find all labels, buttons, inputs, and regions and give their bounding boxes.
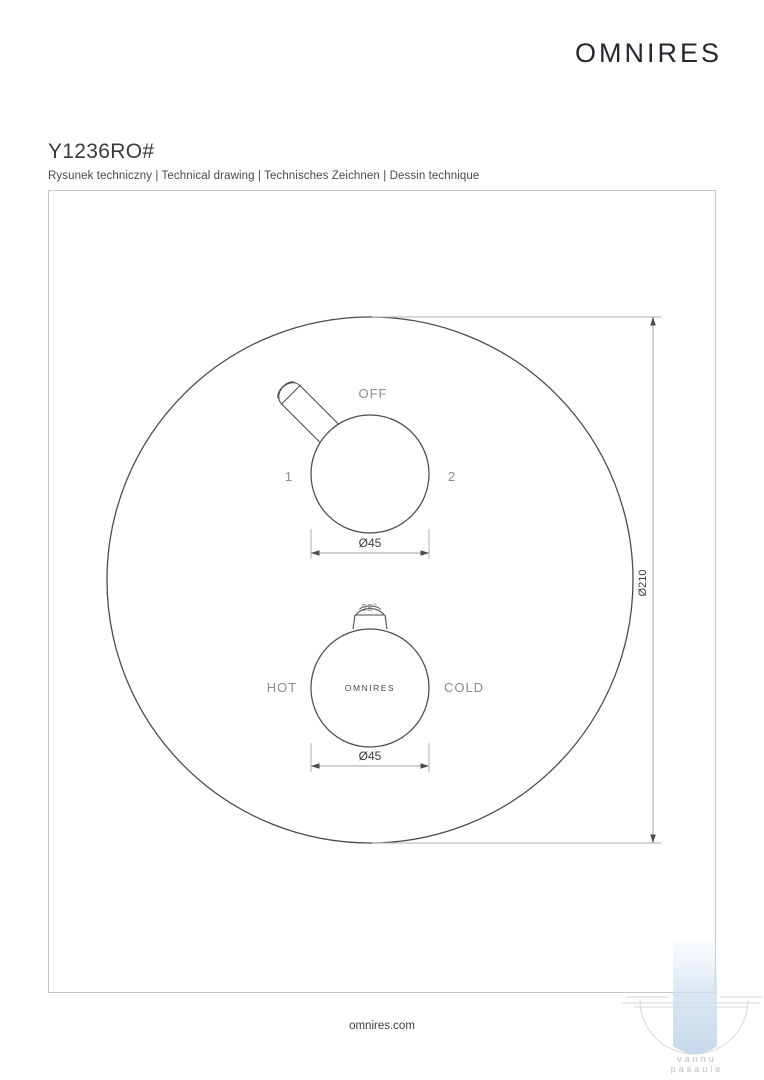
header	[48, 140, 648, 182]
hot-label: HOT	[266, 680, 298, 695]
drawing-frame	[48, 190, 716, 993]
position-2-label: 2	[447, 469, 457, 484]
selector-diameter-label: Ø45	[358, 536, 382, 550]
thermostat-diameter-label: Ø45	[358, 749, 382, 763]
faceplate-dimension	[372, 317, 661, 843]
watermark-line1: vannu	[677, 1054, 717, 1064]
off-label: OFF	[358, 386, 388, 401]
cold-label: COLD	[443, 680, 485, 695]
product-code: Y1236RO#	[48, 140, 155, 163]
subtitle: Rysunek techniczny | Technical drawing | Technisches Zeichnen | Dessin technique	[48, 170, 480, 182]
faceplate-diameter-label: Ø210	[637, 569, 649, 597]
selector-dial-circle	[311, 415, 429, 533]
thermostat-dial	[267, 602, 484, 772]
footer-website: omnires.com	[349, 1020, 415, 1032]
watermark-text	[590, 1054, 764, 1074]
selector-dial	[273, 377, 456, 559]
technical-drawing-svg	[49, 191, 715, 992]
omnires-logo: OMNIRES	[574, 38, 722, 68]
selector-lever	[273, 377, 338, 442]
position-1-label: 1	[284, 469, 294, 484]
temperature-label: 38°	[361, 602, 377, 614]
watermark-line2: pasaule	[670, 1064, 724, 1074]
dial-brand-text: OMNIRES	[344, 683, 396, 693]
